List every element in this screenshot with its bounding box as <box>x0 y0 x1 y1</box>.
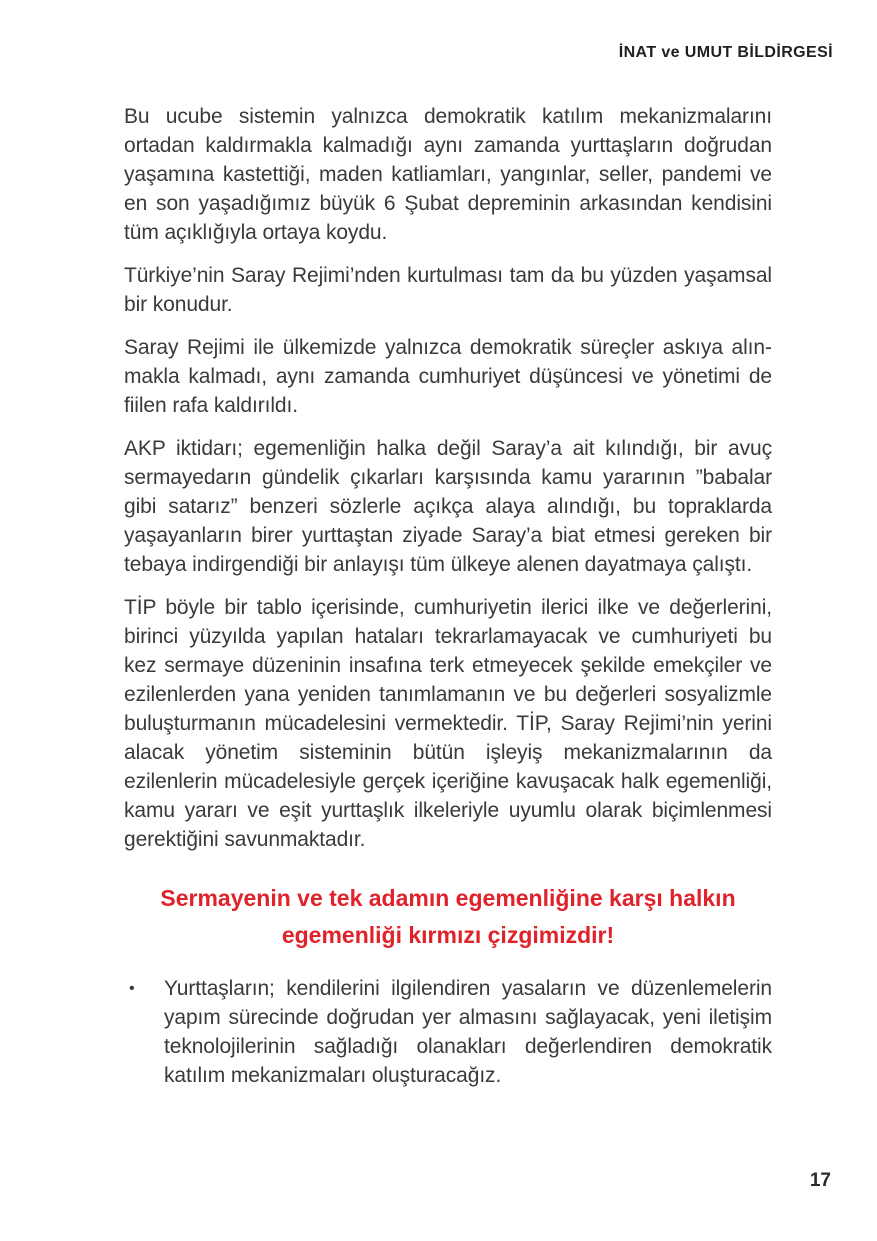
running-header: İNAT ve UMUT BİLDİRGESİ <box>618 44 833 61</box>
section-heading <box>124 880 772 954</box>
page-number: 17 <box>809 1170 831 1191</box>
bullet-list <box>124 974 772 1090</box>
body-paragraph: TİP böyle bir tablo içerisinde, cumhuriyetin ilerici ilke ve değerlerini, birinci yüzyılda yapılan hataları tekrarlamayacak ve cumhuriyeti bu kez sermaye düzeninin insafına terk etmeyecek şekilde emekçiler ve ezilenlerden yana yeniden tanımlamanın ve bu değerleri sosyalizmle buluşturmanın mücadelesini vermektedir. TİP, Saray Rejimi’nin yerini alacak yönetim sisteminin bütün işleyiş mekanizmalarının da ezilenlerin mücadelesiyle gerçek içeriğine kavuşacak halk egemenliği, kamu yararı ve eşit yurttaşlık ilkeleriyle uyumlu olarak biçimlenmesi gerektiğini savunmaktadır. <box>124 596 772 851</box>
body-paragraph: Bu ucube sistemin yalnızca demokratik katılım mekanizmalarını ortadan kaldırmakla kalmadığı aynı zamanda yurttaşların doğrudan yaşamına kastettiği, maden katliamları, yangınlar, seller, pandemi ve en son yaşadığımız büyük 6 Şubat depreminin arkasından kendisini tüm açıklığıyla ortaya koydu. <box>124 105 772 244</box>
section-heading-line: egemenliği kırmızı çizgimizdir! <box>281 922 615 948</box>
bullet-item-text: Yurttaşların; kendilerini ilgilendiren yasaların ve düzenlemelerin yapım sürecinde doğrudan yer almasını sağlayacak, yeni iletişim teknolojilerinin sağladığı olanakları değerlendiren demokratik katılım mekanizmaları oluşturacağız. <box>164 977 772 1087</box>
body-paragraph: Saray Rejimi ile ülkemizde yalnızca demokratik süreçler askıya alınmakla kalmadı, aynı zamanda cumhuriyet düşüncesi ve yönetimi de fiilen rafa kaldırıldı. <box>124 336 772 417</box>
body-column <box>124 102 772 1090</box>
bullet-marker: • <box>129 980 135 997</box>
body-paragraph: AKP iktidarı; egemenliğin halka değil Saray’a ait kılındığı, bir avuç sermayedarın gündelik çıkarları karşısında kamu yararının ”babalar gibi satarız” benzeri sözlerle açıkça alaya alındığı, bu topraklarda yaşayanların birer yurttaştan ziyade Saray’a biat etmesi gereken bir tebaya indirgendiği bir anlayışı tüm ülkeye alenen dayatmaya çalıştı. <box>124 437 772 576</box>
body-paragraph: Türkiye’nin Saray Rejimi’nden kurtulması tam da bu yüzden yaşamsal bir konudur. <box>124 264 772 316</box>
bullet-item <box>124 974 772 1090</box>
section-heading-line: Sermayenin ve tek adamın egemenliğine karşı halkın <box>160 885 736 911</box>
